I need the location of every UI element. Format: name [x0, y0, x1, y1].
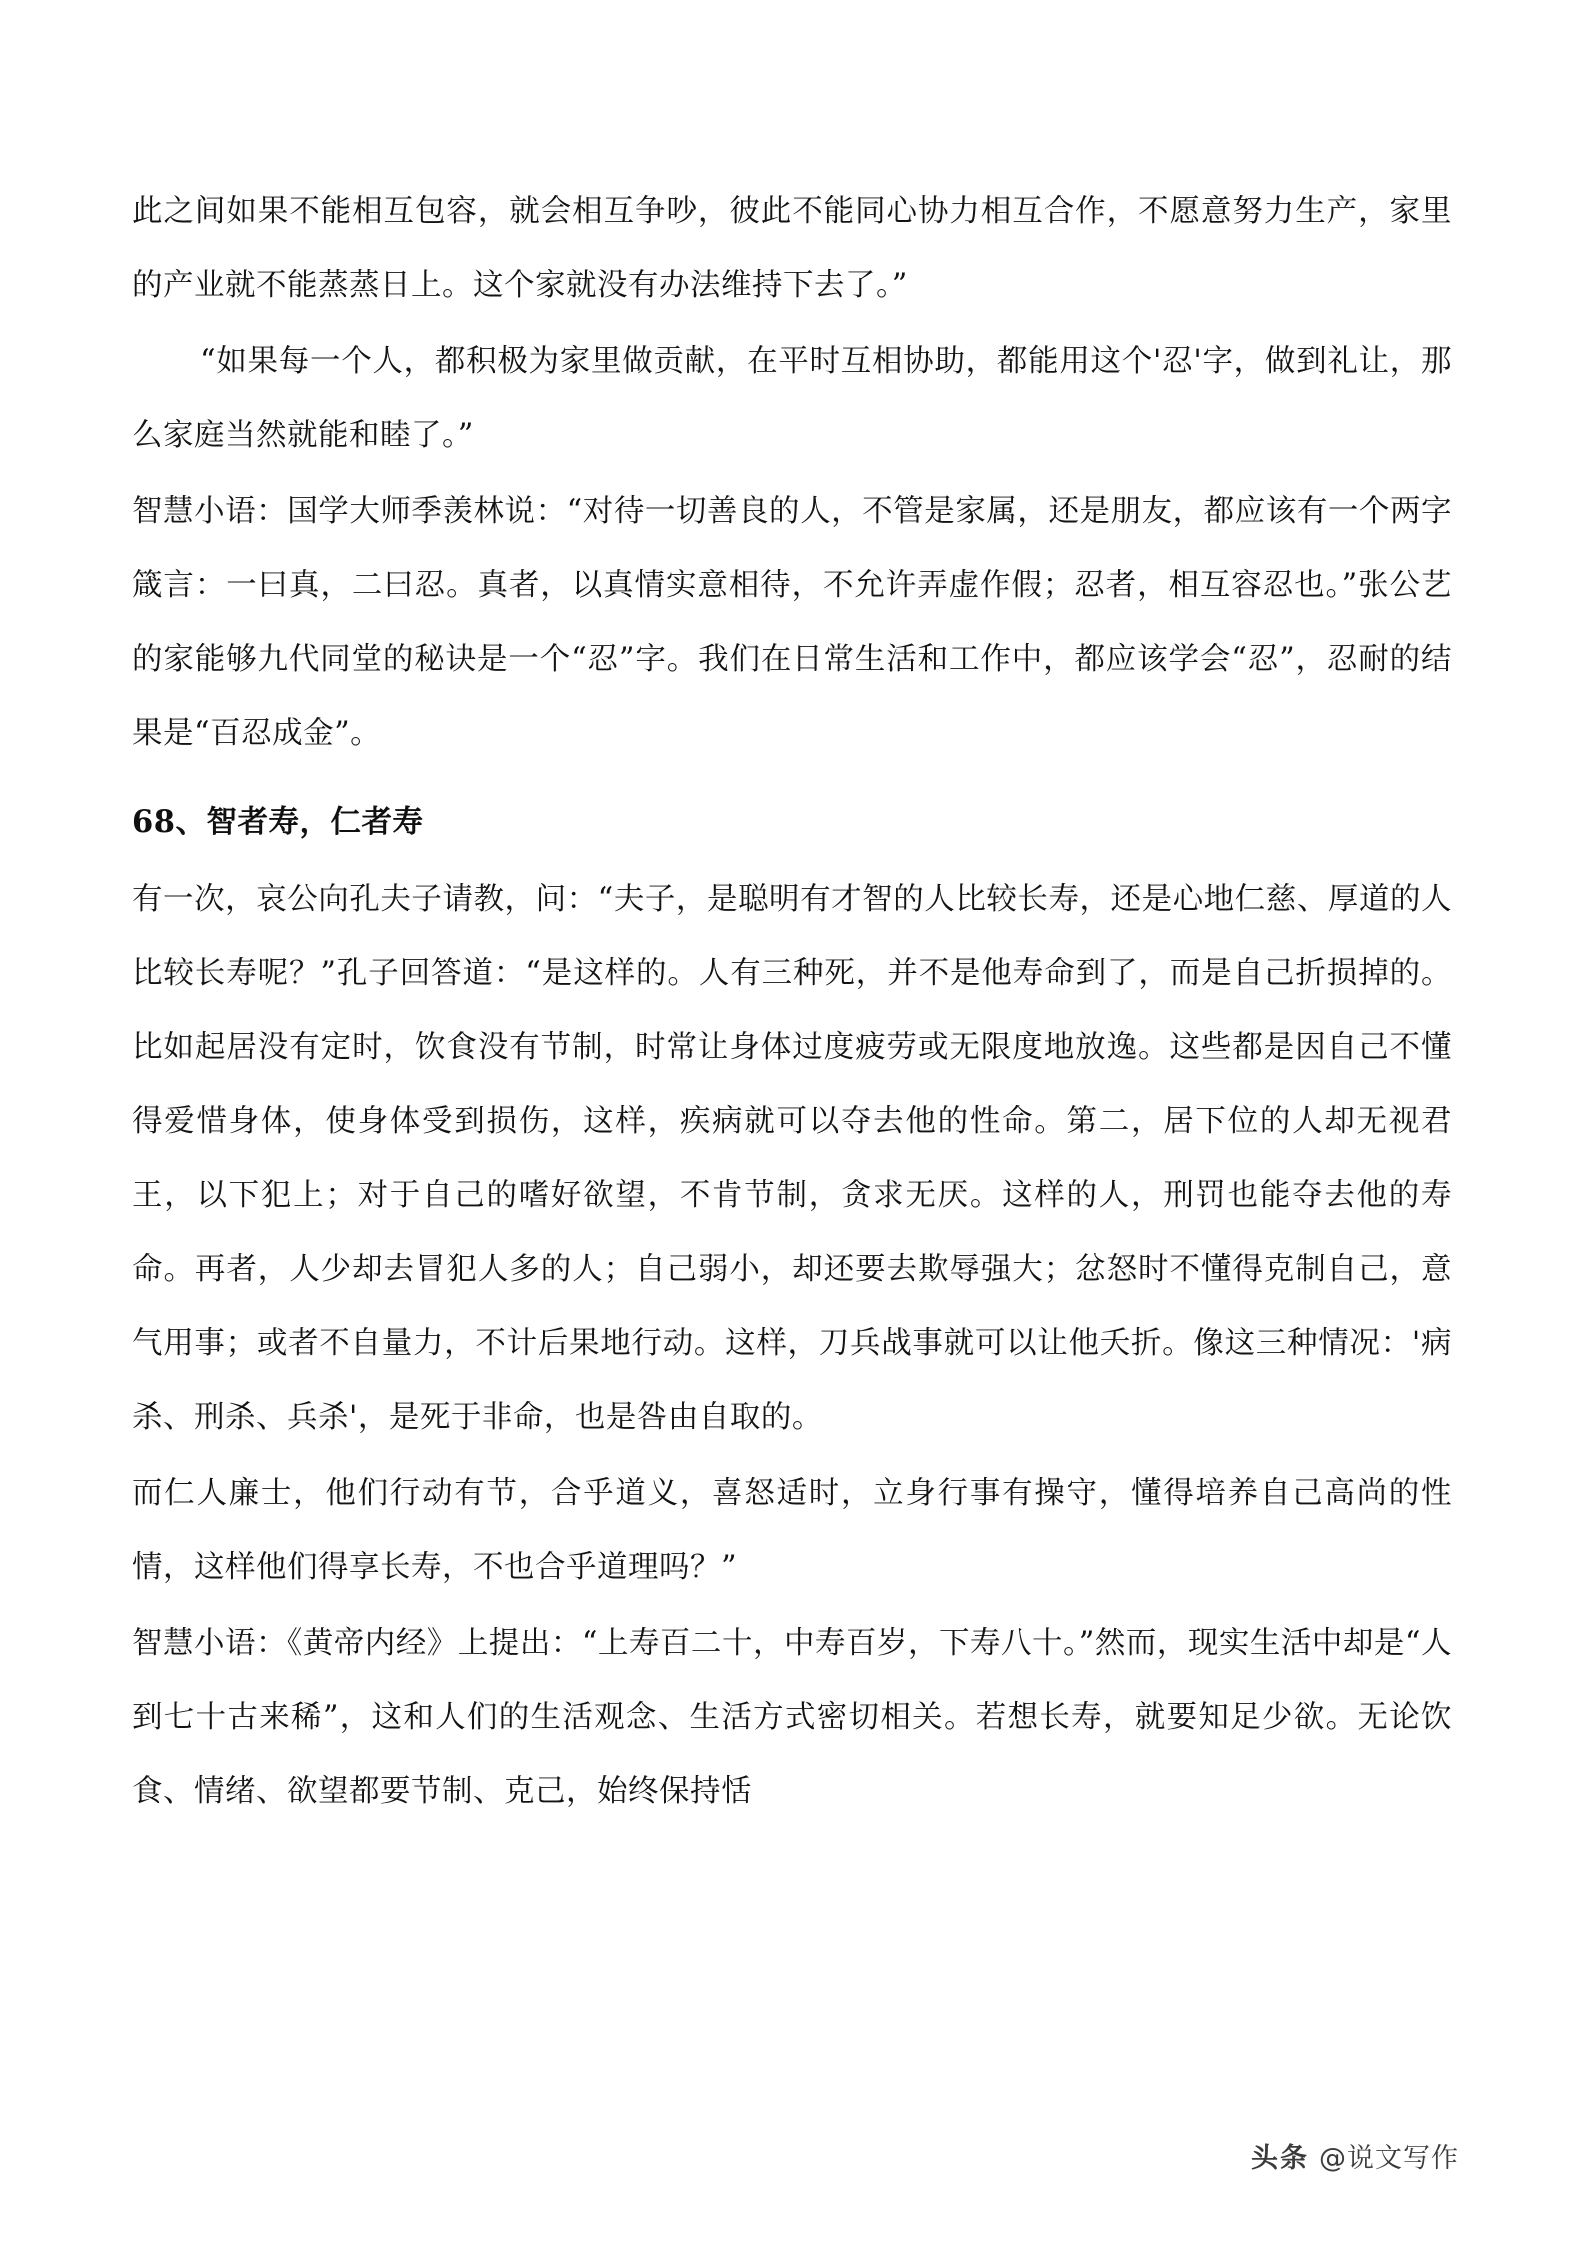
watermark-logo: 头条 [1251, 2143, 1309, 2174]
paragraph: 智慧小语：国学大师季羡林说：“对待一切善良的人，不管是家属，还是朋友，都应该有一个两字箴言：一曰真，二曰忍。真者，以真情实意相待，不允许弄虚作假；忍者，相互容忍也。”张公艺的家能够九代同堂的秘诀是一个“忍”字。我们在日常生活和工作中，都应该学会“忍”，忍耐的结果是“百忍成金”。 [132, 494, 1452, 751]
paragraph: 有一次，哀公向孔夫子请教，问：“夫子，是聪明有才智的人比较长寿，还是心地仁慈、厚道的人比较长寿呢？”孔子回答道：“是这样的。人有三种死，并不是他寿命到了，而是自己折损掉的。比如起居没有定时，饮食没有节制，时常让身体过度疲劳或无限度地放逸。这些都是因自己不懂得爱惜身体，使身体受到损伤，这样，疾病就可以夺去他的性命。第二，居下位的人却无视君王，以下犯上；对于自己的嗜好欲望，不肯节制，贪求无厌。这样的人，刑罚也能夺去他的寿命。再者，人少却去冒犯人多的人；自己弱小，却还要去欺辱强大；忿怒时不懂得克制自己，意气用事；或者不自量力，不计后果地行动。这样，刀兵战事就可以让他夭折。像这三种情况：'病杀、刑杀、兵杀'，是死于非命，也是咎由自取的。 [132, 882, 1452, 1435]
document-body [132, 175, 1452, 1831]
watermark-handle: @说文写作 [1319, 2143, 1459, 2174]
paragraph: “如果每一个人，都积极为家里做贡献，在平时互相协助，都能用这个'忍'字，做到礼让，那么家庭当然就能和睦了。” [132, 344, 1452, 453]
paragraph: 此之间如果不能相互包容，就会相互争吵，彼此不能同心协力相互合作，不愿意努力生产，家里的产业就不能蒸蒸日上。这个家就没有办法维持下去了。” [132, 194, 1452, 303]
paragraph: 而仁人廉士，他们行动有节，合乎道义，喜怒适时，立身行事有操守，懂得培养自己高尚的性情，这样他们得享长寿，不也合乎道理吗？” [132, 1476, 1452, 1585]
section-heading [132, 785, 1452, 859]
paragraph: 智慧小语：《黄帝内经》上提出：“上寿百二十，中寿百岁，下寿八十。”然而，现实生活中却是“人到七十古来稀”，这和人们的生活观念、生活方式密切相关。若想长寿，就要知足少欲。无论饮食、情绪、欲望都要节制、克己，始终保持恬 [132, 1626, 1452, 1809]
section-number: 68 [132, 804, 176, 840]
section-separator: 、 [175, 804, 207, 840]
watermark [1251, 2136, 1459, 2175]
section-title: 智者寿，仁者寿 [206, 804, 424, 840]
